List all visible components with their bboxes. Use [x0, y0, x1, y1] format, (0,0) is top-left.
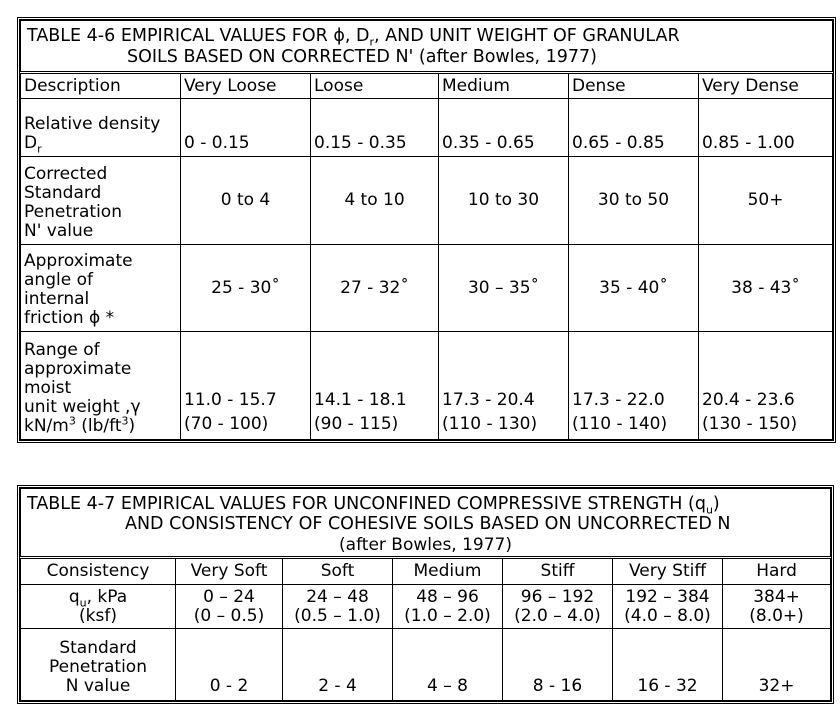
table-cell: 8 - 16 — [503, 629, 613, 701]
table-4-6-title — [21, 21, 833, 73]
column-header: Soft — [283, 558, 393, 585]
table-cell: 4 – 8 — [393, 629, 503, 701]
table-4-7-title — [21, 489, 831, 535]
row-label: Relative density $D_r$ — [21, 99, 181, 157]
column-header: Stiff — [503, 558, 613, 585]
row-label: Range of approximate moist unit weight ,γ $kN/m^3$ $(lb/ft^3)$ — [21, 332, 181, 440]
table-4-6-title-line1: TABLE 4-6 EMPIRICAL VALUES FOR ϕ, $D_r$, AND UNIT WEIGHT OF GRANULAR — [27, 26, 680, 49]
column-header: Very Dense — [699, 73, 833, 99]
table-cell: 50+ — [699, 157, 833, 245]
column-header: Description — [21, 73, 181, 99]
table-cell: 4 to 10 — [311, 157, 439, 245]
table-cell: 24 – 48 (0.5 – 1.0) — [283, 585, 393, 629]
table-cell: 17.3 - 22.0 (110 - 140) — [569, 332, 699, 440]
row-label: Approximate angle of internal friction ϕ * — [21, 245, 181, 332]
table-cell: 384+ (8.0+) — [723, 585, 831, 629]
table-cell: 30 – 35˚ — [439, 245, 569, 332]
table-cell: 16 - 32 — [613, 629, 723, 701]
table-cell: 96 – 192 (2.0 – 4.0) — [503, 585, 613, 629]
table-cell: 27 - 32˚ — [311, 245, 439, 332]
table-header-row — [21, 73, 833, 99]
table-cell: 17.3 - 20.4 (110 - 130) — [439, 332, 569, 440]
table-row — [21, 99, 833, 157]
table-row — [21, 629, 831, 701]
table-4-6-title-line2: SOILS BASED ON CORRECTED N' (after Bowles, 1977) — [127, 47, 597, 67]
table-cell: 0.85 - 1.00 — [699, 99, 833, 157]
table-row — [21, 245, 833, 332]
table-cell: 25 - 30˚ — [181, 245, 311, 332]
column-header: Very Loose — [181, 73, 311, 99]
table-cell: 20.4 - 23.6 (130 - 150) — [699, 332, 833, 440]
column-header: Medium — [439, 73, 569, 99]
table-cell: 2 - 4 — [283, 629, 393, 701]
table-cell: 38 - 43˚ — [699, 245, 833, 332]
table-row — [21, 332, 833, 440]
column-header: Very Stiff — [613, 558, 723, 585]
column-header: Loose — [311, 73, 439, 99]
table-cell: 30 to 50 — [569, 157, 699, 245]
row-label: Standard Penetration N value — [21, 629, 176, 701]
table-cell: 35 - 40˚ — [569, 245, 699, 332]
row-label: Corrected Standard Penetration N' value — [21, 157, 181, 245]
table-4-7 — [20, 488, 831, 701]
table-row — [21, 157, 833, 245]
table-4-7-subtitle: (after Bowles, 1977) — [21, 534, 831, 558]
table-cell: 11.0 - 15.7 (70 - 100) — [181, 332, 311, 440]
table-cell: 0 – 24 (0 – 0.5) — [176, 585, 283, 629]
table-cell: 0.15 - 0.35 — [311, 99, 439, 157]
table-4-7-title-line1: TABLE 4-7 EMPIRICAL VALUES FOR UNCONFINED COMPRESSIVE STRENGTH $(q_u)$ — [27, 494, 720, 517]
table-4-7-title-line2: AND CONSISTENCY OF COHESIVE SOILS BASED ON UNCORRECTED N — [125, 514, 731, 534]
table-4-6 — [20, 20, 833, 440]
table-cell: 0 - 2 — [176, 629, 283, 701]
table-cell: 0 to 4 — [181, 157, 311, 245]
table-cell: 48 – 96 (1.0 – 2.0) — [393, 585, 503, 629]
row-label: $q_u$, kPa (ksf) — [21, 585, 176, 629]
table-cell: 0.65 - 0.85 — [569, 99, 699, 157]
table-cell: 0 - 0.15 — [181, 99, 311, 157]
column-header: Very Soft — [176, 558, 283, 585]
table-row — [21, 585, 831, 629]
table-cell: 10 to 30 — [439, 157, 569, 245]
table-cell: 14.1 - 18.1 (90 - 115) — [311, 332, 439, 440]
table-cell: 32+ — [723, 629, 831, 701]
table-cell: 0.35 - 0.65 — [439, 99, 569, 157]
column-header: Consistency — [21, 558, 176, 585]
table-header-row — [21, 558, 831, 585]
column-header: Dense — [569, 73, 699, 99]
column-header: Medium — [393, 558, 503, 585]
table-cell: 192 – 384 (4.0 – 8.0) — [613, 585, 723, 629]
column-header: Hard — [723, 558, 831, 585]
